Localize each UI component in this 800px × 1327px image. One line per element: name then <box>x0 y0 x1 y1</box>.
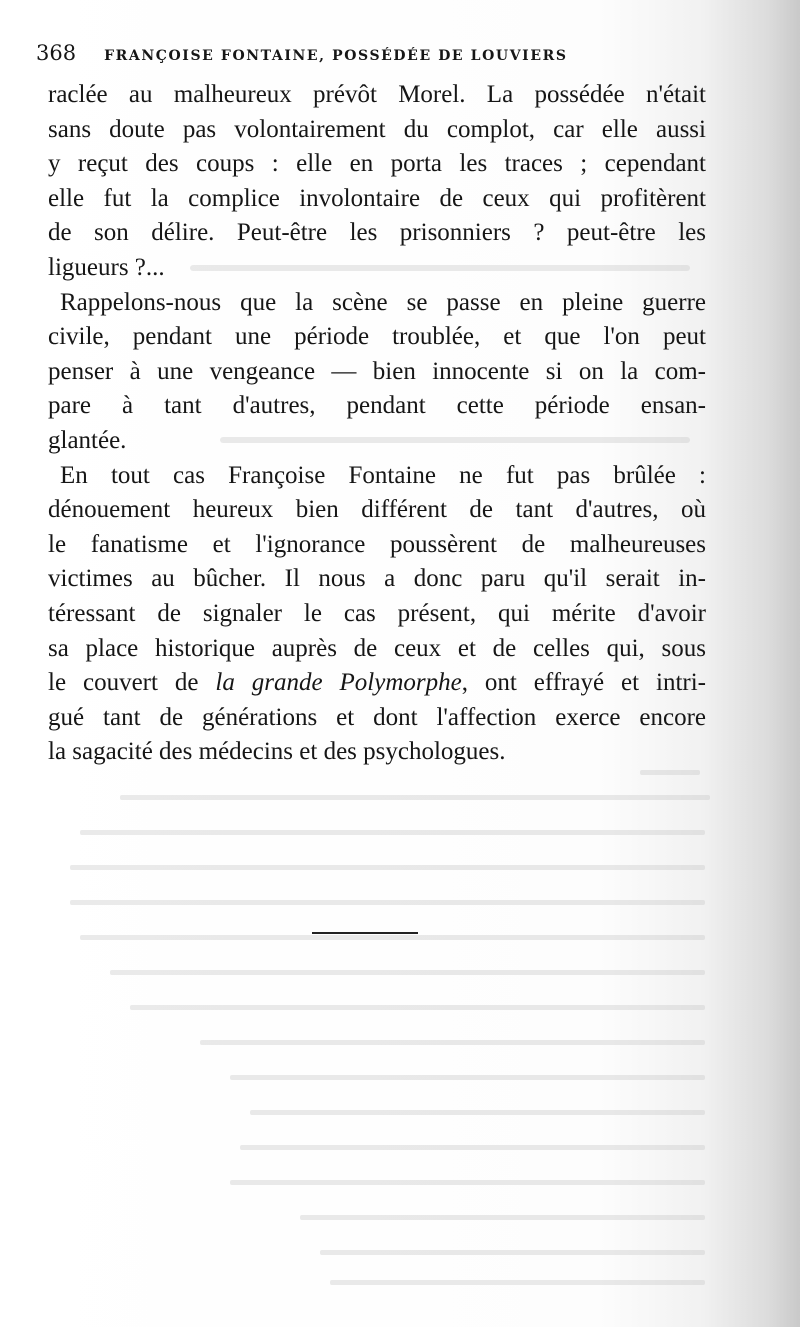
italic-title: la grande Polymorphe <box>215 669 462 697</box>
text-line: la sagacité des médecins et des psychologues. <box>48 738 506 766</box>
text-line: elle fut la complice involontaire de ceux qui profitèrent <box>48 184 706 212</box>
text-line: En tout cas Françoise Fontaine ne fut pas brûlée : <box>60 461 706 489</box>
running-title: FRANÇOISE FONTAINE, POSSÉDÉE DE LOUVIERS <box>104 48 568 64</box>
text-line: y reçut des coups : elle en porta les traces ; cependant <box>48 150 706 178</box>
text-line: sans doute pas volontairement du complot, car elle aussi <box>48 115 706 143</box>
text-line: pare à tant d'autres, pendant cette période ensan- <box>48 392 706 420</box>
text-line: le couvert de la grande Polymorphe, ont effrayé et intri- <box>48 669 706 697</box>
text-line: dénouement heureux bien différent de tant d'autres, où <box>48 496 706 524</box>
text-line: sa place historique auprès de ceux et de celles qui, sous <box>48 634 706 662</box>
running-header <box>36 38 736 68</box>
text-line: de son délire. Peut-être les prisonniers ? peut-être les <box>48 219 706 247</box>
text-line: penser à une vengeance — bien innocente si on la com- <box>48 357 706 385</box>
text-line: victimes au bûcher. Il nous a donc paru qu'il serait in- <box>48 565 706 593</box>
section-end-rule <box>312 932 418 934</box>
text-line: glantée. <box>48 427 127 454</box>
text-line: civile, pendant une période troublée, et que l'on peut <box>48 323 706 351</box>
text-line: gué tant de générations et dont l'affection exerce encore <box>48 703 706 731</box>
text-line: raclée au malheureux prévôt Morel. La possédée n'était <box>48 81 706 108</box>
text-line: Rappelons-nous que la scène se passe en pleine guerre <box>60 288 706 316</box>
text-line: le fanatisme et l'ignorance poussèrent de malheureuses <box>48 530 706 558</box>
text-line: ligueurs ?... <box>48 254 165 281</box>
page-number: 368 <box>36 41 77 65</box>
text-line: téressant de signaler le cas présent, qui mérite d'avoir <box>48 600 706 627</box>
